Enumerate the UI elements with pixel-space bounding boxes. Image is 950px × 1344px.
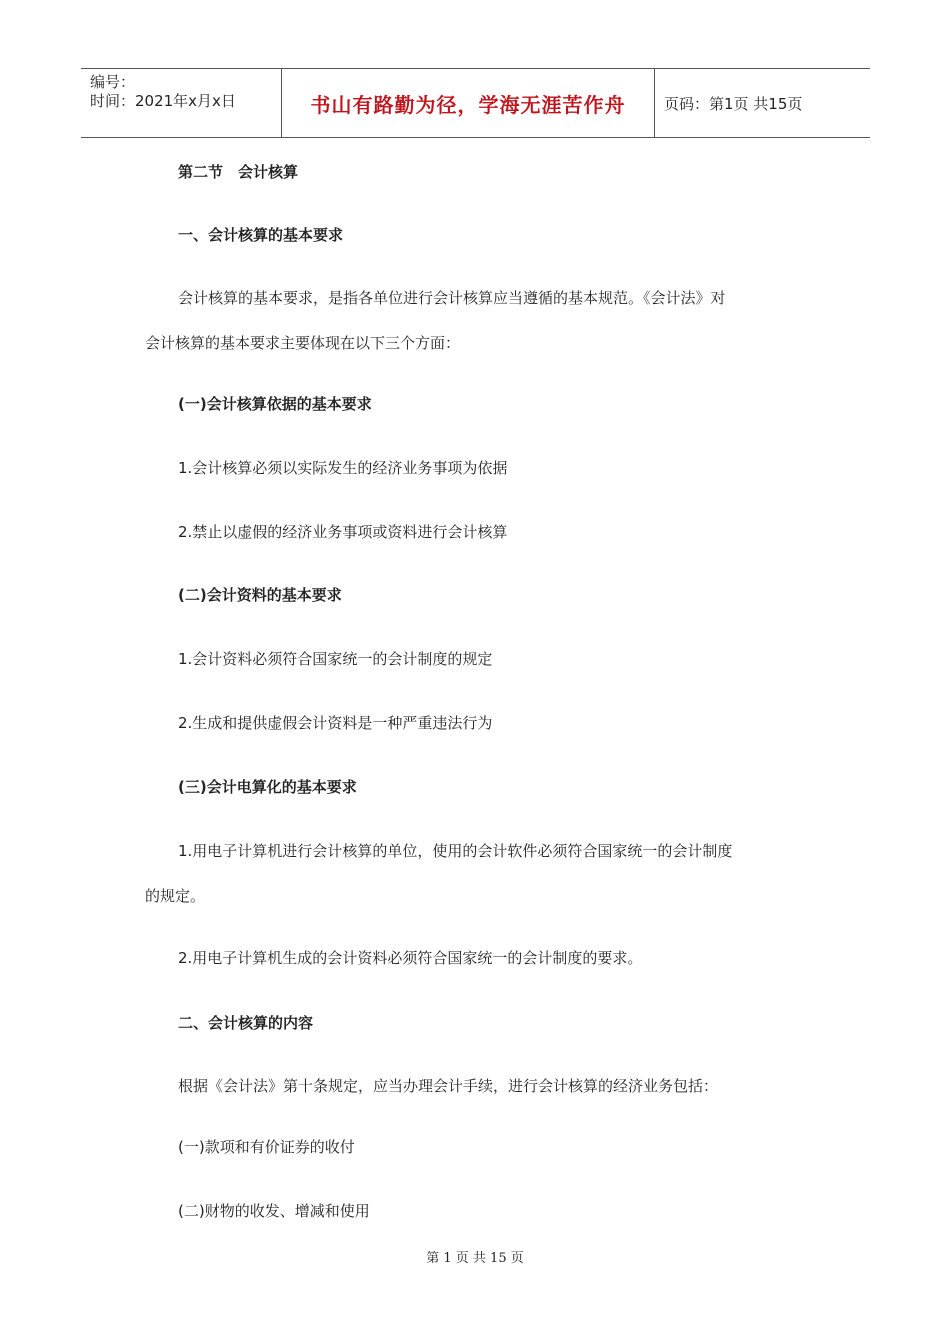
section-title: 第二节 会计核算 (178, 163, 299, 181)
paragraph-line: 根据《会计法》第十条规定，应当办理会计手续，进行会计核算的经济业务包括： (178, 1077, 719, 1095)
header-motto-cell (282, 69, 655, 137)
paragraph-line: 会计核算的基本要求主要体现在以下三个方面： (145, 334, 461, 352)
page-footer: 第 1 页 共 15 页 (426, 1251, 524, 1266)
list-item-continuation: 的规定。 (145, 887, 206, 905)
list-item: 1.会计资料必须符合国家统一的会计制度的规定 (178, 650, 493, 668)
subheading-line: (一)会计核算依据的基本要求 (178, 395, 372, 413)
list-item: 2.用电子计算机生成的会计资料必须符合国家统一的会计制度的要求。 (178, 949, 643, 967)
time-label: 时间：2021年x月x日 (90, 92, 236, 110)
list-item: 2.生成和提供虚假会计资料是一种严重违法行为 (178, 714, 493, 732)
number-label: 编号： (90, 73, 136, 91)
paragraph-line: 会计核算的基本要求，是指各单位进行会计核算应当遵循的基本规范。《会计法》对 (178, 289, 726, 307)
list-item: 2.禁止以虚假的经济业务事项或资料进行会计核算 (178, 523, 508, 541)
subheading-line: (三)会计电算化的基本要求 (178, 778, 357, 796)
heading-line: 二、会计核算的内容 (178, 1014, 314, 1032)
list-item: 1.会计核算必须以实际发生的经济业务事项为依据 (178, 459, 508, 477)
list-item: (二)财物的收发、增减和使用 (178, 1202, 370, 1220)
header-page-cell (655, 69, 870, 137)
heading-line: 一、会计核算的基本要求 (178, 226, 344, 244)
header-motto: 书山有路勤为径，学海无涯苦作舟 (310, 92, 626, 117)
header-meta-cell (81, 69, 282, 137)
document-header (81, 68, 870, 138)
subheading-line: (二)会计资料的基本要求 (178, 586, 342, 604)
header-page-info: 页码：第1页 共15页 (664, 94, 803, 113)
list-item: 1.用电子计算机进行会计核算的单位，使用的会计软件必须符合国家统一的会计制度 (178, 842, 733, 860)
list-item: (一)款项和有价证券的收付 (178, 1138, 355, 1156)
